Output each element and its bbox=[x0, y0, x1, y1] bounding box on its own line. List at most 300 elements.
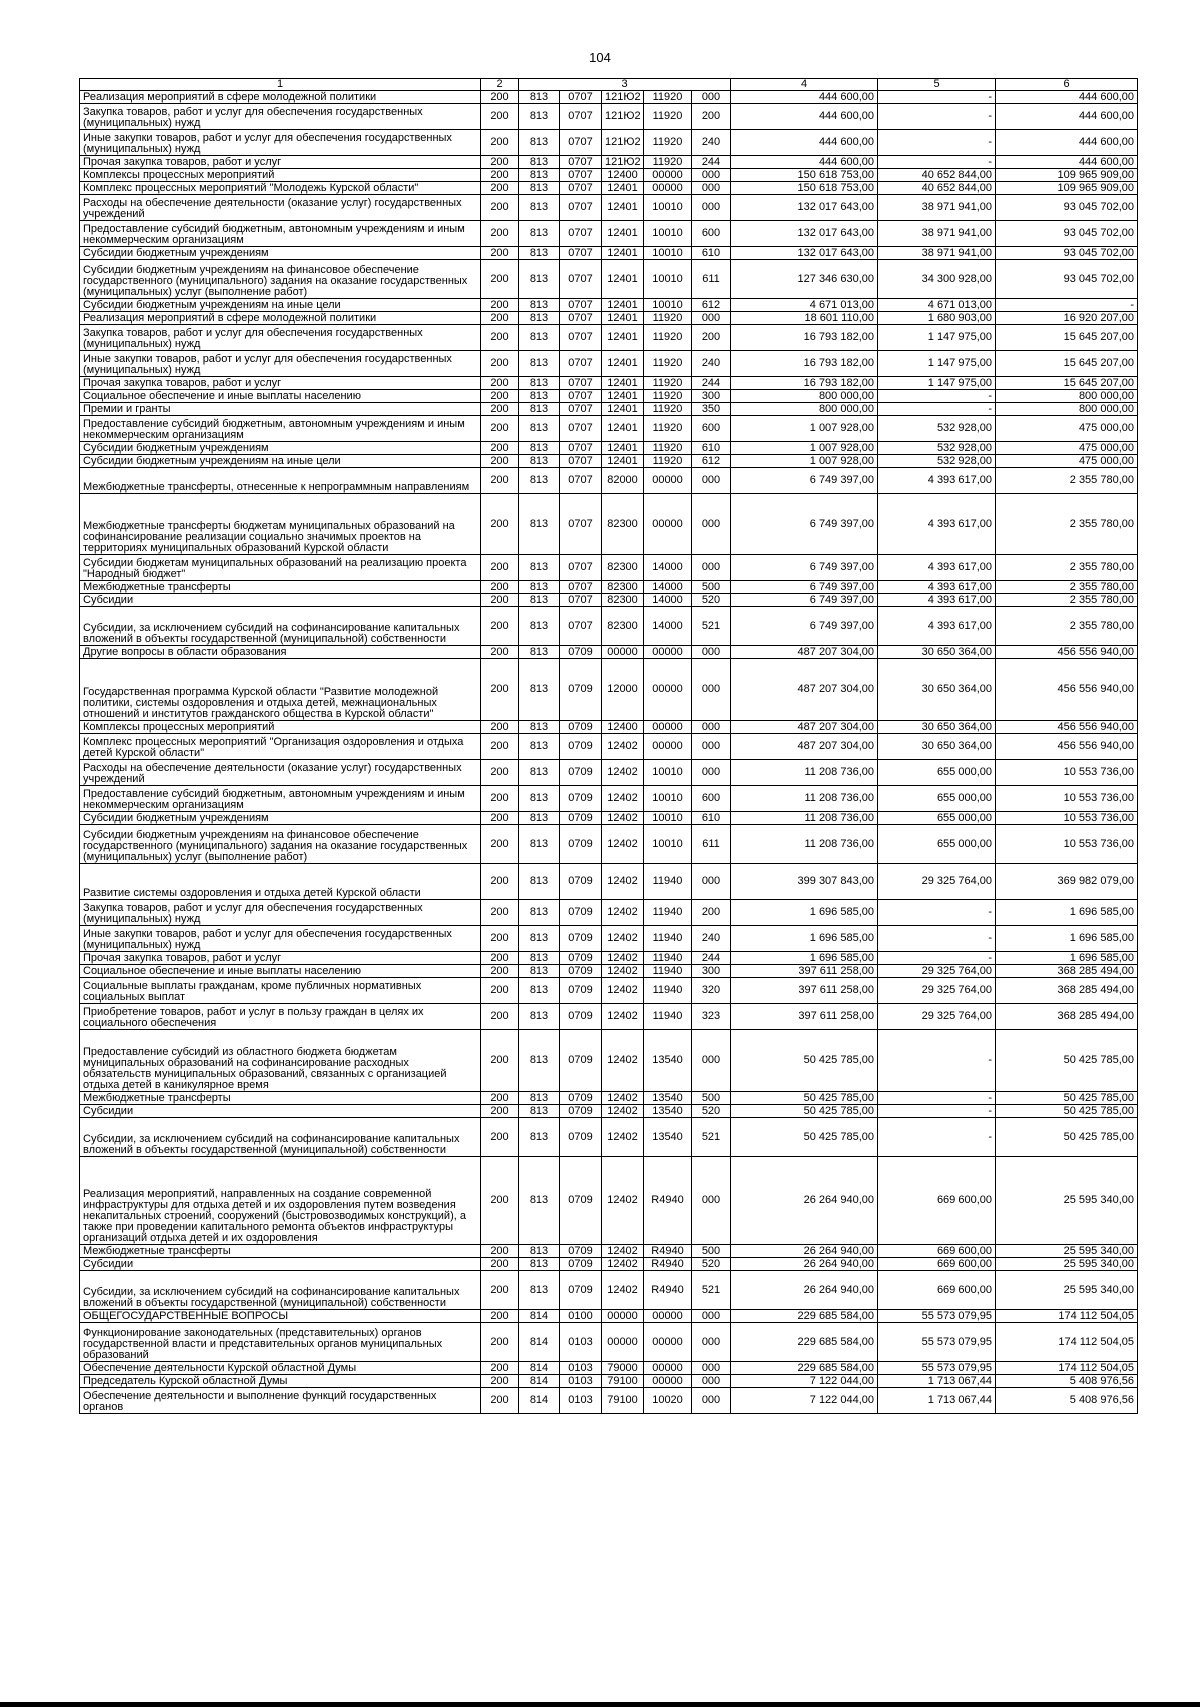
row-col5-cell: 40 652 844,00 bbox=[878, 182, 996, 195]
row-code-dir-cell: 11920 bbox=[644, 130, 692, 156]
row-col5-cell: 1 713 067,44 bbox=[878, 1375, 996, 1388]
table-row bbox=[80, 1118, 1138, 1157]
row-code-sect-cell: 0707 bbox=[560, 312, 602, 325]
row-code-prog-cell: 12402 bbox=[602, 952, 644, 965]
row-col4-cell: 18 601 110,00 bbox=[731, 312, 878, 325]
row-col6-cell: 1 696 585,00 bbox=[996, 900, 1138, 926]
row-name-cell: Закупка товаров, работ и услуг для обеспечения государственных (муниципальных) нужд bbox=[80, 104, 481, 130]
row-col5-cell: 30 650 364,00 bbox=[878, 659, 996, 721]
row-col5-cell: 1 680 903,00 bbox=[878, 312, 996, 325]
row-code-sect-cell: 0103 bbox=[560, 1362, 602, 1375]
row-code-prog-cell: 12401 bbox=[602, 442, 644, 455]
table-row bbox=[80, 312, 1138, 325]
row-col4-cell: 26 264 940,00 bbox=[731, 1157, 878, 1245]
row-code-type-cell: 500 bbox=[692, 581, 731, 594]
row-col4-cell: 26 264 940,00 bbox=[731, 1271, 878, 1310]
row-col2-cell: 200 bbox=[481, 416, 519, 442]
row-code-type-cell: 521 bbox=[692, 1271, 731, 1310]
row-code-prog-cell: 12402 bbox=[602, 760, 644, 786]
table-row bbox=[80, 734, 1138, 760]
row-col4-cell: 11 208 736,00 bbox=[731, 812, 878, 825]
row-code-type-cell: 300 bbox=[692, 965, 731, 978]
row-col2-cell: 200 bbox=[481, 1258, 519, 1271]
row-name-cell: Предоставление субсидий бюджетным, автономным учреждениям и иным некоммерческим организациям bbox=[80, 786, 481, 812]
row-col2-cell: 200 bbox=[481, 646, 519, 659]
row-col2-cell: 200 bbox=[481, 1118, 519, 1157]
row-code-dir-cell: 14000 bbox=[644, 594, 692, 607]
row-col4-cell: 6 749 397,00 bbox=[731, 607, 878, 646]
row-code-prog-cell: 79100 bbox=[602, 1388, 644, 1414]
row-code-dir-cell: 11940 bbox=[644, 978, 692, 1004]
table-row bbox=[80, 864, 1138, 900]
row-col2-cell: 200 bbox=[481, 594, 519, 607]
table-row bbox=[80, 1271, 1138, 1310]
row-col2-cell: 200 bbox=[481, 390, 519, 403]
row-col4-cell: 50 425 785,00 bbox=[731, 1092, 878, 1105]
row-code-prog-cell: 12402 bbox=[602, 1092, 644, 1105]
row-code-sect-cell: 0707 bbox=[560, 494, 602, 555]
row-code-type-cell: 200 bbox=[692, 104, 731, 130]
row-col2-cell: 200 bbox=[481, 825, 519, 864]
row-code-type-cell: 000 bbox=[692, 555, 731, 581]
row-code-sect-cell: 0707 bbox=[560, 91, 602, 104]
row-col4-cell: 397 611 258,00 bbox=[731, 965, 878, 978]
table-row bbox=[80, 952, 1138, 965]
row-code-prog-cell: 12401 bbox=[602, 455, 644, 468]
table-row bbox=[80, 555, 1138, 581]
row-code-sect-cell: 0707 bbox=[560, 130, 602, 156]
row-col6-cell: 456 556 940,00 bbox=[996, 734, 1138, 760]
row-col4-cell: 229 685 584,00 bbox=[731, 1362, 878, 1375]
row-code-dir-cell: 11920 bbox=[644, 390, 692, 403]
row-col4-cell: 50 425 785,00 bbox=[731, 1105, 878, 1118]
row-code-sect-cell: 0707 bbox=[560, 260, 602, 299]
row-name-cell: Прочая закупка товаров, работ и услуг bbox=[80, 156, 481, 169]
row-col6-cell: 444 600,00 bbox=[996, 130, 1138, 156]
row-col2-cell: 200 bbox=[481, 952, 519, 965]
row-name-cell: Межбюджетные трансферты bbox=[80, 581, 481, 594]
row-code-sect-cell: 0707 bbox=[560, 377, 602, 390]
row-code-sect-cell: 0103 bbox=[560, 1388, 602, 1414]
row-name-cell: Председатель Курской областной Думы bbox=[80, 1375, 481, 1388]
row-code-gr-cell: 814 bbox=[519, 1310, 560, 1323]
row-name-cell: Комплекс процессных мероприятий "Молодежь Курской области" bbox=[80, 182, 481, 195]
row-code-sect-cell: 0709 bbox=[560, 786, 602, 812]
row-col4-cell: 399 307 843,00 bbox=[731, 864, 878, 900]
row-col2-cell: 200 bbox=[481, 104, 519, 130]
row-code-sect-cell: 0709 bbox=[560, 1004, 602, 1030]
row-code-prog-cell: 12400 bbox=[602, 169, 644, 182]
row-col6-cell: 174 112 504,05 bbox=[996, 1310, 1138, 1323]
table-row bbox=[80, 1105, 1138, 1118]
row-code-type-cell: 000 bbox=[692, 312, 731, 325]
row-code-type-cell: 240 bbox=[692, 926, 731, 952]
row-code-sect-cell: 0707 bbox=[560, 581, 602, 594]
row-code-prog-cell: 12401 bbox=[602, 260, 644, 299]
row-col6-cell: 444 600,00 bbox=[996, 91, 1138, 104]
row-code-dir-cell: 11920 bbox=[644, 91, 692, 104]
row-code-gr-cell: 813 bbox=[519, 312, 560, 325]
row-code-dir-cell: 11940 bbox=[644, 900, 692, 926]
row-name-cell: Субсидии бюджетам муниципальных образований на реализацию проекта "Народный бюджет" bbox=[80, 555, 481, 581]
row-code-type-cell: 320 bbox=[692, 978, 731, 1004]
row-code-sect-cell: 0709 bbox=[560, 926, 602, 952]
table-row bbox=[80, 182, 1138, 195]
row-col4-cell: 444 600,00 bbox=[731, 130, 878, 156]
table-row bbox=[80, 721, 1138, 734]
table-row bbox=[80, 325, 1138, 351]
row-col2-cell: 200 bbox=[481, 1092, 519, 1105]
row-col5-cell: 38 971 941,00 bbox=[878, 247, 996, 260]
row-code-dir-cell: 11920 bbox=[644, 325, 692, 351]
table-row bbox=[80, 260, 1138, 299]
row-code-type-cell: 600 bbox=[692, 221, 731, 247]
row-code-prog-cell: 12401 bbox=[602, 182, 644, 195]
row-col4-cell: 397 611 258,00 bbox=[731, 1004, 878, 1030]
row-code-type-cell: 612 bbox=[692, 299, 731, 312]
row-code-type-cell: 521 bbox=[692, 607, 731, 646]
row-col6-cell: 1 696 585,00 bbox=[996, 952, 1138, 965]
row-code-type-cell: 610 bbox=[692, 247, 731, 260]
row-code-sect-cell: 0707 bbox=[560, 182, 602, 195]
row-code-dir-cell: 11920 bbox=[644, 351, 692, 377]
row-code-sect-cell: 0103 bbox=[560, 1375, 602, 1388]
row-code-type-cell: 000 bbox=[692, 169, 731, 182]
row-col2-cell: 200 bbox=[481, 1375, 519, 1388]
row-code-type-cell: 000 bbox=[692, 721, 731, 734]
row-col6-cell: 368 285 494,00 bbox=[996, 965, 1138, 978]
row-code-prog-cell: 12401 bbox=[602, 351, 644, 377]
row-code-sect-cell: 0707 bbox=[560, 351, 602, 377]
row-code-dir-cell: 00000 bbox=[644, 468, 692, 494]
scan-edge bbox=[0, 1702, 1200, 1707]
table-row bbox=[80, 594, 1138, 607]
row-col5-cell: - bbox=[878, 156, 996, 169]
row-code-gr-cell: 813 bbox=[519, 260, 560, 299]
row-col5-cell: 532 928,00 bbox=[878, 442, 996, 455]
row-code-gr-cell: 813 bbox=[519, 659, 560, 721]
row-code-sect-cell: 0709 bbox=[560, 1258, 602, 1271]
row-col6-cell: 456 556 940,00 bbox=[996, 659, 1138, 721]
row-code-sect-cell: 0707 bbox=[560, 390, 602, 403]
row-name-cell: Расходы на обеспечение деятельности (оказание услуг) государственных учреждений bbox=[80, 195, 481, 221]
row-col4-cell: 1 696 585,00 bbox=[731, 900, 878, 926]
row-col5-cell: 655 000,00 bbox=[878, 825, 996, 864]
row-code-prog-cell: 12402 bbox=[602, 1105, 644, 1118]
row-col4-cell: 487 207 304,00 bbox=[731, 646, 878, 659]
row-col2-cell: 200 bbox=[481, 1105, 519, 1118]
table-row bbox=[80, 581, 1138, 594]
table-row bbox=[80, 351, 1138, 377]
row-code-dir-cell: 11940 bbox=[644, 864, 692, 900]
table-row bbox=[80, 1245, 1138, 1258]
row-code-gr-cell: 814 bbox=[519, 1388, 560, 1414]
row-col6-cell: 368 285 494,00 bbox=[996, 1004, 1138, 1030]
row-col2-cell: 200 bbox=[481, 734, 519, 760]
row-code-type-cell: 000 bbox=[692, 91, 731, 104]
row-name-cell: Субсидии бюджетным учреждениям на иные цели bbox=[80, 455, 481, 468]
row-code-dir-cell: 11920 bbox=[644, 377, 692, 390]
row-name-cell: Межбюджетные трансферты bbox=[80, 1245, 481, 1258]
row-col4-cell: 132 017 643,00 bbox=[731, 195, 878, 221]
row-code-sect-cell: 0707 bbox=[560, 594, 602, 607]
row-code-prog-cell: 12402 bbox=[602, 864, 644, 900]
row-col4-cell: 16 793 182,00 bbox=[731, 377, 878, 390]
row-code-dir-cell: 11920 bbox=[644, 403, 692, 416]
row-code-type-cell: 500 bbox=[692, 1245, 731, 1258]
row-code-gr-cell: 813 bbox=[519, 494, 560, 555]
row-col4-cell: 6 749 397,00 bbox=[731, 494, 878, 555]
row-col5-cell: 4 393 617,00 bbox=[878, 494, 996, 555]
table-row bbox=[80, 607, 1138, 646]
row-col5-cell: 55 573 079,95 bbox=[878, 1310, 996, 1323]
table-row bbox=[80, 1092, 1138, 1105]
row-col5-cell: 38 971 941,00 bbox=[878, 195, 996, 221]
row-code-prog-cell: 12402 bbox=[602, 1258, 644, 1271]
row-name-cell: Межбюджетные трансферты бюджетам муниципальных образований на софинансирование реализации социально значимых проектов на территориях муниципальных образований Курской области bbox=[80, 494, 481, 555]
row-code-gr-cell: 813 bbox=[519, 416, 560, 442]
row-code-dir-cell: 10010 bbox=[644, 825, 692, 864]
row-code-gr-cell: 813 bbox=[519, 182, 560, 195]
header-col-1: 1 bbox=[80, 79, 481, 91]
row-code-gr-cell: 813 bbox=[519, 926, 560, 952]
row-code-gr-cell: 813 bbox=[519, 169, 560, 182]
row-code-type-cell: 000 bbox=[692, 195, 731, 221]
row-name-cell: Субсидии, за исключением субсидий на софинансирование капитальных вложений в объекты государственной (муниципальной) собственности bbox=[80, 1118, 481, 1157]
row-code-gr-cell: 813 bbox=[519, 156, 560, 169]
row-code-prog-cell: 12402 bbox=[602, 1271, 644, 1310]
row-col4-cell: 11 208 736,00 bbox=[731, 825, 878, 864]
row-code-gr-cell: 814 bbox=[519, 1375, 560, 1388]
row-code-dir-cell: 13540 bbox=[644, 1030, 692, 1092]
row-col4-cell: 1 696 585,00 bbox=[731, 952, 878, 965]
row-col6-cell: 444 600,00 bbox=[996, 156, 1138, 169]
row-col2-cell: 200 bbox=[481, 786, 519, 812]
row-code-dir-cell: R4940 bbox=[644, 1157, 692, 1245]
row-col5-cell: 4 393 617,00 bbox=[878, 594, 996, 607]
row-code-sect-cell: 0709 bbox=[560, 1245, 602, 1258]
row-name-cell: Иные закупки товаров, работ и услуг для обеспечения государственных (муниципальных) нужд bbox=[80, 926, 481, 952]
row-code-type-cell: 000 bbox=[692, 494, 731, 555]
table-row bbox=[80, 812, 1138, 825]
row-col5-cell: 1 713 067,44 bbox=[878, 1388, 996, 1414]
row-col6-cell: 109 965 909,00 bbox=[996, 182, 1138, 195]
row-col6-cell: 50 425 785,00 bbox=[996, 1092, 1138, 1105]
row-code-prog-cell: 12000 bbox=[602, 659, 644, 721]
row-code-gr-cell: 813 bbox=[519, 1245, 560, 1258]
row-code-prog-cell: 12402 bbox=[602, 825, 644, 864]
row-code-prog-cell: 121Ю2 bbox=[602, 91, 644, 104]
row-col4-cell: 487 207 304,00 bbox=[731, 721, 878, 734]
row-name-cell: Социальное обеспечение и иные выплаты населению bbox=[80, 965, 481, 978]
row-code-type-cell: 600 bbox=[692, 416, 731, 442]
row-code-gr-cell: 813 bbox=[519, 1271, 560, 1310]
table-row bbox=[80, 403, 1138, 416]
row-col2-cell: 200 bbox=[481, 900, 519, 926]
row-code-dir-cell: 13540 bbox=[644, 1092, 692, 1105]
row-col5-cell: 669 600,00 bbox=[878, 1271, 996, 1310]
table-row bbox=[80, 468, 1138, 494]
row-code-dir-cell: 10010 bbox=[644, 260, 692, 299]
row-name-cell: Реализация мероприятий в сфере молодежной политики bbox=[80, 312, 481, 325]
row-col5-cell: 655 000,00 bbox=[878, 760, 996, 786]
row-col2-cell: 200 bbox=[481, 812, 519, 825]
row-code-gr-cell: 813 bbox=[519, 390, 560, 403]
row-col6-cell: 800 000,00 bbox=[996, 403, 1138, 416]
row-code-type-cell: 300 bbox=[692, 390, 731, 403]
row-col6-cell: 2 355 780,00 bbox=[996, 494, 1138, 555]
row-col6-cell: 25 595 340,00 bbox=[996, 1271, 1138, 1310]
row-code-type-cell: 600 bbox=[692, 786, 731, 812]
row-code-sect-cell: 0709 bbox=[560, 1092, 602, 1105]
row-col6-cell: 15 645 207,00 bbox=[996, 351, 1138, 377]
row-code-type-cell: 244 bbox=[692, 377, 731, 390]
row-code-type-cell: 240 bbox=[692, 130, 731, 156]
table-row bbox=[80, 1258, 1138, 1271]
row-code-type-cell: 500 bbox=[692, 1092, 731, 1105]
row-code-prog-cell: 79000 bbox=[602, 1362, 644, 1375]
table-row bbox=[80, 1157, 1138, 1245]
row-name-cell: Обеспечение деятельности и выполнение функций государственных органов bbox=[80, 1388, 481, 1414]
row-col5-cell: - bbox=[878, 1092, 996, 1105]
row-code-sect-cell: 0707 bbox=[560, 299, 602, 312]
row-col6-cell: 2 355 780,00 bbox=[996, 555, 1138, 581]
row-code-type-cell: 000 bbox=[692, 1388, 731, 1414]
row-code-gr-cell: 813 bbox=[519, 594, 560, 607]
row-code-dir-cell: 14000 bbox=[644, 555, 692, 581]
row-col5-cell: 1 147 975,00 bbox=[878, 351, 996, 377]
row-code-sect-cell: 0707 bbox=[560, 325, 602, 351]
table-row bbox=[80, 416, 1138, 442]
row-code-gr-cell: 814 bbox=[519, 1323, 560, 1362]
row-col6-cell: 475 000,00 bbox=[996, 442, 1138, 455]
row-code-dir-cell: 11940 bbox=[644, 965, 692, 978]
row-code-type-cell: 611 bbox=[692, 825, 731, 864]
row-col5-cell: 38 971 941,00 bbox=[878, 221, 996, 247]
row-code-sect-cell: 0709 bbox=[560, 659, 602, 721]
row-col4-cell: 7 122 044,00 bbox=[731, 1388, 878, 1414]
row-code-type-cell: 000 bbox=[692, 1362, 731, 1375]
row-code-gr-cell: 813 bbox=[519, 812, 560, 825]
row-col5-cell: 40 652 844,00 bbox=[878, 169, 996, 182]
row-code-sect-cell: 0707 bbox=[560, 468, 602, 494]
row-col6-cell: 1 696 585,00 bbox=[996, 926, 1138, 952]
row-col2-cell: 200 bbox=[481, 468, 519, 494]
row-col2-cell: 200 bbox=[481, 91, 519, 104]
row-code-type-cell: 000 bbox=[692, 1030, 731, 1092]
row-col2-cell: 200 bbox=[481, 1310, 519, 1323]
row-col6-cell: 93 045 702,00 bbox=[996, 221, 1138, 247]
row-col6-cell: 10 553 736,00 bbox=[996, 760, 1138, 786]
row-name-cell: Предоставление субсидий бюджетным, автономным учреждениям и иным некоммерческим организациям bbox=[80, 221, 481, 247]
row-col6-cell: 174 112 504,05 bbox=[996, 1362, 1138, 1375]
row-name-cell: Реализация мероприятий в сфере молодежной политики bbox=[80, 91, 481, 104]
row-code-sect-cell: 0709 bbox=[560, 1118, 602, 1157]
row-col4-cell: 6 749 397,00 bbox=[731, 468, 878, 494]
table-row bbox=[80, 377, 1138, 390]
row-code-dir-cell: 00000 bbox=[644, 721, 692, 734]
row-code-gr-cell: 813 bbox=[519, 299, 560, 312]
row-col4-cell: 132 017 643,00 bbox=[731, 221, 878, 247]
row-code-prog-cell: 12401 bbox=[602, 221, 644, 247]
row-code-sect-cell: 0709 bbox=[560, 812, 602, 825]
row-col2-cell: 200 bbox=[481, 299, 519, 312]
row-code-type-cell: 000 bbox=[692, 468, 731, 494]
row-col2-cell: 200 bbox=[481, 1157, 519, 1245]
row-col2-cell: 200 bbox=[481, 247, 519, 260]
row-code-sect-cell: 0709 bbox=[560, 864, 602, 900]
row-name-cell: Субсидии, за исключением субсидий на софинансирование капитальных вложений в объекты государственной (муниципальной) собственности bbox=[80, 1271, 481, 1310]
row-col6-cell: 10 553 736,00 bbox=[996, 825, 1138, 864]
row-col6-cell: 93 045 702,00 bbox=[996, 195, 1138, 221]
row-col2-cell: 200 bbox=[481, 325, 519, 351]
header-col-4: 4 bbox=[731, 79, 878, 91]
row-col6-cell: 368 285 494,00 bbox=[996, 978, 1138, 1004]
row-code-prog-cell: 121Ю2 bbox=[602, 130, 644, 156]
row-code-prog-cell: 12401 bbox=[602, 195, 644, 221]
row-code-dir-cell: 00000 bbox=[644, 659, 692, 721]
header-col-3: 3 bbox=[519, 79, 731, 91]
row-col6-cell: 50 425 785,00 bbox=[996, 1118, 1138, 1157]
row-code-dir-cell: 11920 bbox=[644, 104, 692, 130]
row-code-prog-cell: 12402 bbox=[602, 734, 644, 760]
row-col2-cell: 200 bbox=[481, 760, 519, 786]
table-row bbox=[80, 156, 1138, 169]
row-col4-cell: 150 618 753,00 bbox=[731, 169, 878, 182]
row-col6-cell: 174 112 504,05 bbox=[996, 1323, 1138, 1362]
row-col2-cell: 200 bbox=[481, 978, 519, 1004]
row-code-prog-cell: 12402 bbox=[602, 1245, 644, 1258]
row-code-type-cell: 611 bbox=[692, 260, 731, 299]
row-code-type-cell: 000 bbox=[692, 1157, 731, 1245]
row-code-sect-cell: 0707 bbox=[560, 555, 602, 581]
table-row bbox=[80, 926, 1138, 952]
row-code-gr-cell: 814 bbox=[519, 1362, 560, 1375]
row-col5-cell: 34 300 928,00 bbox=[878, 260, 996, 299]
row-col2-cell: 200 bbox=[481, 312, 519, 325]
row-col6-cell: 475 000,00 bbox=[996, 455, 1138, 468]
row-name-cell: Иные закупки товаров, работ и услуг для обеспечения государственных (муниципальных) нужд bbox=[80, 351, 481, 377]
row-col2-cell: 200 bbox=[481, 1388, 519, 1414]
row-code-sect-cell: 0709 bbox=[560, 721, 602, 734]
row-col6-cell: 50 425 785,00 bbox=[996, 1105, 1138, 1118]
row-col6-cell: 5 408 976,56 bbox=[996, 1388, 1138, 1414]
table-row bbox=[80, 442, 1138, 455]
row-name-cell: Комплексы процессных мероприятий bbox=[80, 721, 481, 734]
row-col5-cell: 30 650 364,00 bbox=[878, 721, 996, 734]
row-code-sect-cell: 0709 bbox=[560, 1105, 602, 1118]
row-code-sect-cell: 0709 bbox=[560, 965, 602, 978]
row-code-prog-cell: 12401 bbox=[602, 247, 644, 260]
row-col2-cell: 200 bbox=[481, 494, 519, 555]
row-code-type-cell: 200 bbox=[692, 325, 731, 351]
row-code-gr-cell: 813 bbox=[519, 325, 560, 351]
row-code-dir-cell: 10010 bbox=[644, 760, 692, 786]
row-code-type-cell: 000 bbox=[692, 1323, 731, 1362]
row-name-cell: Закупка товаров, работ и услуг для обеспечения государственных (муниципальных) нужд bbox=[80, 325, 481, 351]
row-code-gr-cell: 813 bbox=[519, 442, 560, 455]
row-col2-cell: 200 bbox=[481, 1323, 519, 1362]
row-col2-cell: 200 bbox=[481, 455, 519, 468]
row-code-sect-cell: 0709 bbox=[560, 952, 602, 965]
table-row bbox=[80, 1323, 1138, 1362]
row-col4-cell: 1 007 928,00 bbox=[731, 442, 878, 455]
row-col6-cell: 109 965 909,00 bbox=[996, 169, 1138, 182]
row-col6-cell: 25 595 340,00 bbox=[996, 1157, 1138, 1245]
row-col4-cell: 16 793 182,00 bbox=[731, 325, 878, 351]
row-col4-cell: 1 007 928,00 bbox=[731, 455, 878, 468]
row-col5-cell: - bbox=[878, 104, 996, 130]
